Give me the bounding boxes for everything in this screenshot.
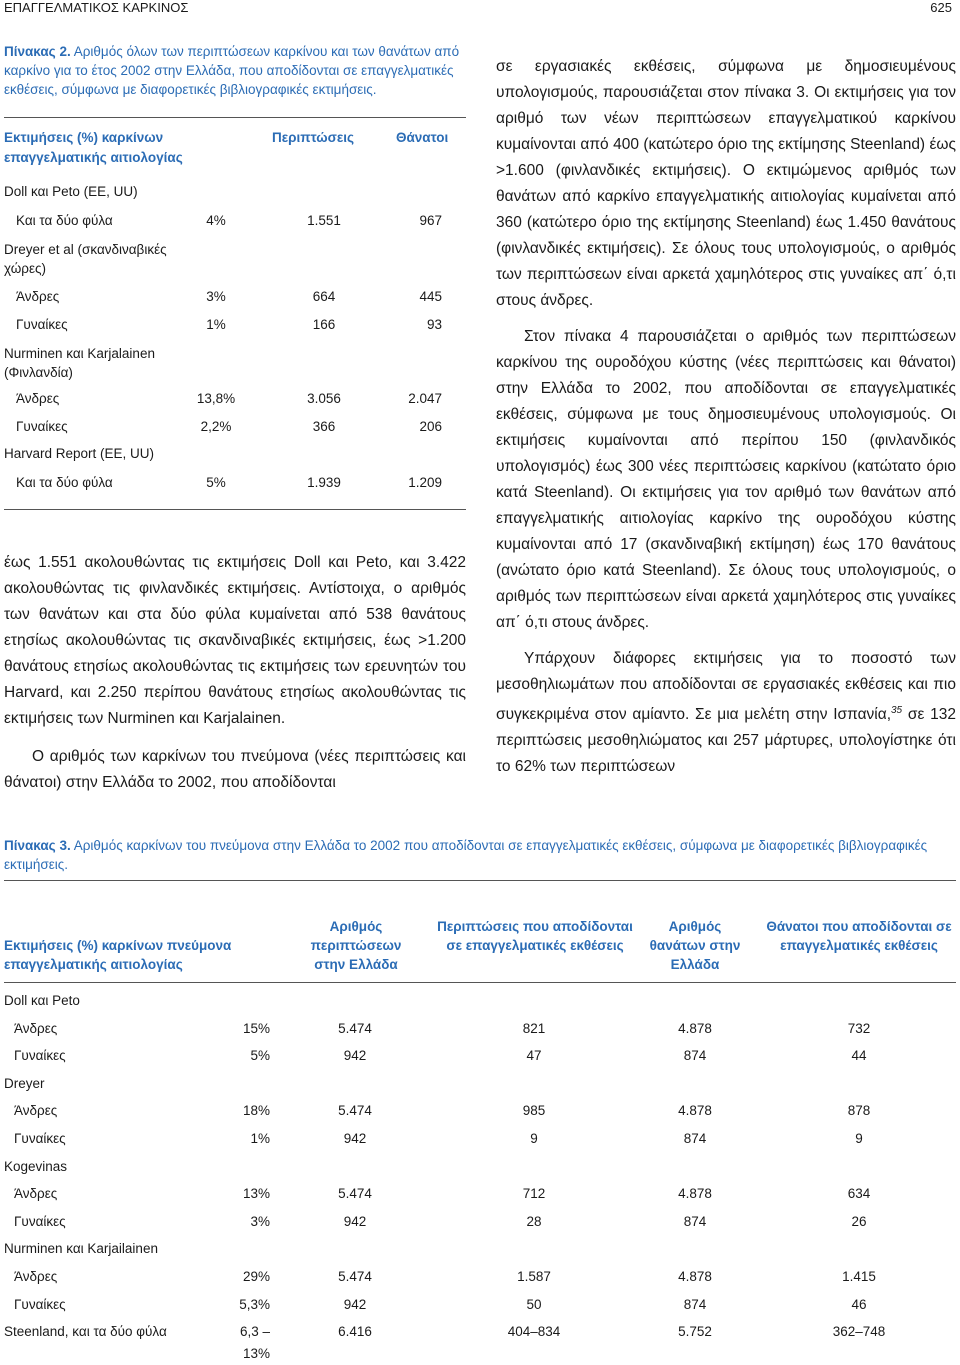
table3-cell-cases: 5.474: [338, 1103, 372, 1118]
table2-cell-label: Γυναίκες: [16, 419, 68, 434]
table3-cell-deaths: 4.878: [678, 1021, 712, 1036]
table2-header-estimates: Εκτιμήσεις (%) καρκίνων επαγγελματικής αιτιολογίας: [4, 130, 183, 165]
table2-header-cases: Περιπτώσεις: [272, 130, 355, 145]
table2-cell-cases: 366: [312, 419, 336, 434]
running-header-title: ΕΠΑΓΓΕΛΜΑΤΙΚΟΣ ΚΑΡΚΙΝΟΣ: [4, 0, 189, 15]
table2-top-rule: [4, 117, 466, 118]
right-paragraph-3-end: σε 132 περιπτώσεις μεσοθηλιώματος και 257 μάρτυρες, υπολογίστηκε ότι το 62% των περιπτώσεων: [496, 706, 956, 776]
table3-cell-deaths: 874: [683, 1214, 707, 1229]
table3-cell-occ-deaths: 732: [847, 1021, 871, 1036]
right-paragraph-3: [496, 646, 956, 780]
table3-total-row: [4, 1321, 956, 1361]
table3-cell-label: Γυναίκες: [14, 1297, 66, 1312]
table2-row: [4, 286, 466, 308]
table3-cell-cases: 942: [343, 1048, 367, 1063]
table3-cell-occ-cases: 1.587: [517, 1269, 551, 1284]
table2-cell-label: Άνδρες: [16, 391, 60, 406]
table3-cell-cases: 5.474: [338, 1269, 372, 1284]
table3-header-rule: [4, 982, 956, 983]
table2-cell-percent: 4%: [206, 213, 226, 228]
table3-cell-deaths: 4.878: [678, 1186, 712, 1201]
table2-row: [4, 416, 466, 438]
left-paragraph-2: Ο αριθμός των καρκίνων του πνεύμονα (νέες περιπτώσεις και θάνατοι) στην Ελλάδα το 2002, που αποδίδονται: [4, 748, 466, 791]
table2-row: [4, 210, 466, 232]
table3-cell-deaths: 4.878: [678, 1269, 712, 1284]
table2-cell-label: Και τα δύο φύλα: [16, 213, 113, 228]
table2-cell-label: Γυναίκες: [16, 317, 68, 332]
table2-cell-label: Και τα δύο φύλα: [16, 475, 113, 490]
table3-cell-occ-deaths: 1.415: [842, 1269, 876, 1284]
left-paragraph-1: έως 1.551 ακολουθώντας τις εκτιμήσεις Doll και Peto, και 3.422 ακολουθώντας τις φινλανδικές εκτιμήσεις. Αντίστοιχα, ο αριθμός των θανάτων και στα δύο φύλα κυμαίνεται από 538 θανάτους ετησίως ακολουθώντας τις σκανδιναβικές εκτιμήσεις, έως >1.200 θανάτους ετησίως ακολουθώντας τις εκτιμήσεις των ερευνητών του Harvard, και 2.250 περίπου θανάτους ετησίως ακολουθώντας τις εκτιμήσεις των Nurminen και Karjalainen.: [4, 554, 466, 727]
table3-group-label: Dreyer: [4, 1076, 45, 1091]
table3-cell-occ-deaths: 46: [851, 1297, 867, 1312]
table2-cell-percent: 13,8%: [196, 391, 236, 406]
table2-header-deaths: Θάνατοι: [396, 130, 449, 145]
table3-cell-label: Άνδρες: [14, 1103, 58, 1118]
table3-row: [4, 1128, 956, 1150]
table3-cell-occ-cases: 50: [526, 1297, 542, 1312]
table3-cell-percent: 15%: [242, 1021, 270, 1036]
table3-cell-deaths: 874: [683, 1048, 707, 1063]
left-column-text: [4, 550, 466, 796]
table2-group-label: Dreyer et al (σκανδιναβικές χώρες): [4, 242, 167, 276]
table3-cell-deaths: 874: [683, 1131, 707, 1146]
table2-cell-percent: 3%: [206, 289, 226, 304]
footnote-reference: 35: [891, 705, 903, 716]
table3-group-label: Doll και Peto: [4, 993, 80, 1008]
table3-cell-occ-deaths: 9: [855, 1131, 863, 1146]
table2-cell-cases: 3.056: [307, 391, 341, 406]
table3-row: [4, 1266, 956, 1288]
table3-cell-occ-cases: 404–834: [507, 1324, 561, 1339]
table3-cell-occ-cases: 28: [526, 1214, 542, 1229]
table2-cell-percent: 1%: [206, 317, 226, 332]
table3-row: [4, 1045, 956, 1067]
table3-cell-deaths: 4.878: [678, 1103, 712, 1118]
right-paragraph-2: Στον πίνακα 4 παρουσιάζεται ο αριθμός των περιπτώσεων καρκίνου της ουροδόχου κύστης (νέες περιπτώσεις και θάνατοι) στην Ελλάδα το 2002, που αποδίδονται σε επαγγελματικές εκθέσεις, σύμφωνα με τους δημοσιευμένους υπολογισμούς. Οι εκτιμήσεις κυμαίνονται από περίπου 150 (φινλανδικός υπολογισμός) έως 300 νέες περιπτώσεις καρκίνου (κατώτατο όριο κατά Steenland). Οι εκτιμήσεις για τον αριθμό των θανάτων από επαγγελματικής αιτιολογίας καρκίνο της ουροδόχου κύστης κυμαίνονται από 17 (σκανδιναβική εκτίμηση) έως 170 θανάτους (ανώτατο όριο κατά Steenland). Σε όλους τους υπολογισμούς, ο αριθμός των περιπτώσεων είναι αρκετά χαμηλότερος στις γυναίκες απ΄ ό,τι στους άνδρες.: [496, 328, 956, 631]
table3-cell-percent: 6,3 – 13%: [239, 1324, 270, 1361]
table2-group-label: Doll και Peto (ΕΕ, UU): [4, 184, 138, 199]
table3-header-deaths: Αριθμός θανάτων στην Ελλάδα: [649, 919, 741, 972]
table2-caption: [4, 42, 478, 99]
table2-row: [4, 472, 466, 494]
table3-cell-cases: 942: [343, 1297, 367, 1312]
table2-cell-percent: 2,2%: [200, 419, 232, 434]
table3-cell-occ-cases: 712: [522, 1186, 546, 1201]
table3-cell-percent: 29%: [242, 1269, 270, 1284]
table2-row: [4, 314, 466, 336]
table3-cell-label: Γυναίκες: [14, 1131, 66, 1146]
right-column-text: [496, 54, 956, 780]
table2-cell-cases: 1.939: [307, 475, 341, 490]
table3-row: [4, 1100, 956, 1122]
table3-caption-text: Αριθμός καρκίνων του πνεύμονα στην Ελλάδα το 2002 που αποδίδονται σε επαγγελματικές εκθέσεις, σύμφωνα με διαφορετικές βιβλιογραφικές εκτιμήσεις.: [4, 838, 928, 872]
table3-cell-label: Γυναίκες: [14, 1214, 66, 1229]
table3-cell-occ-deaths: 362–748: [832, 1324, 886, 1339]
table3-row: [4, 1294, 956, 1316]
table3-group-label: Nurminen και Karjailainen: [4, 1241, 158, 1256]
table3-header-cases: Αριθμός περιπτώσεων στην Ελλάδα: [310, 919, 402, 972]
table2-cell-deaths: 2.047: [408, 391, 442, 406]
page-number: 625: [930, 0, 952, 15]
table2-caption-text: Αριθμός όλων των περιπτώσεων καρκίνου και των θανάτων από καρκίνο για το έτος 2002 στην Ελλάδα, που αποδίδονται σε επαγγελματικές εκθέσεις, σύμφωνα με διαφορετικές βιβλιογραφικές εκτιμήσεις.: [4, 44, 460, 97]
table2-bottom-rule: [4, 509, 466, 510]
table2-cell-deaths: 93: [426, 317, 442, 332]
table3-group-row: [4, 1238, 956, 1260]
table2-row: [4, 388, 466, 410]
table3-cell-occ-deaths: 44: [851, 1048, 867, 1063]
table3-cell-cases: 5.474: [338, 1186, 372, 1201]
table3-row: [4, 1211, 956, 1233]
table3-cell-label: Steenland, και τα δύο φύλα: [4, 1324, 167, 1339]
table3-cell-occ-cases: 821: [522, 1021, 546, 1036]
table3-cell-cases: 5.474: [338, 1021, 372, 1036]
table3-header-occ-deaths: Θάνατοι που αποδίδονται σε επαγγελματικές εκθέσεις: [766, 919, 952, 953]
table3-group-row: [4, 1073, 956, 1095]
table3-cell-occ-cases: 47: [526, 1048, 542, 1063]
table3-cell-deaths: 5.752: [678, 1324, 712, 1339]
table3-header-estimates: Εκτιμήσεις (%) καρκίνων πνεύμονα επαγγελματικής αιτιολογίας: [4, 938, 232, 972]
table2-cell-cases: 166: [312, 317, 336, 332]
table3-cell-occ-cases: 9: [530, 1131, 538, 1146]
table3-cell-cases: 942: [343, 1131, 367, 1146]
table3-header-occ-cases: Περιπτώσεις που αποδίδονται σε επαγγελματικές εκθέσεις: [437, 919, 633, 953]
table3-row: [4, 1183, 956, 1205]
table3-cell-deaths: 874: [683, 1297, 707, 1312]
table3-cell-cases: 942: [343, 1214, 367, 1229]
right-paragraph-1: σε εργασιακές εκθέσεις, σύμφωνα με δημοσιευμένους υπολογισμούς, παρουσιάζεται στον πίνακα 3. Οι εκτιμήσεις για τον αριθμό των νέων περιπτώσεων επαγγελματικού καρκίνου κυμαίνονται από 400 (κατώτερο όριο της εκτίμησης Steenland) έως >1.600 (φινλανδικές εκτιμήσεις). Ο εκτιμώμενος αριθμός των θανάτων από καρκίνο επαγγελματικής αιτιολογίας κυμαίνεται από 360 (κατώτερο όριο της εκτίμησης Steenland) έως 1.450 θανάτους (φινλανδικές εκτιμήσεις). Σε όλους τους υπολογισμούς, ο αριθμός των περιπτώσεων είναι αρκετά χαμηλότερος στις γυναίκες απ΄ ό,τι στους άνδρες.: [496, 58, 956, 309]
table2-caption-label: Πίνακας 2.: [4, 44, 71, 59]
table2-cell-label: Άνδρες: [16, 289, 60, 304]
table2-group-label: Harvard Report (ΕΕ, UU): [4, 446, 155, 461]
table3-cell-percent: 18%: [242, 1103, 270, 1118]
table3-cell-label: Γυναίκες: [14, 1048, 66, 1063]
table3-caption-label: Πίνακας 3.: [4, 838, 71, 853]
table3-cell-percent: 3%: [250, 1214, 270, 1229]
table2-cell-deaths: 1.209: [408, 475, 442, 490]
table3-row: [4, 1018, 956, 1040]
table2-cell-cases: 1.551: [307, 213, 341, 228]
table3-cell-occ-cases: 985: [522, 1103, 546, 1118]
table3-group-row: [4, 990, 956, 1012]
table3-top-rule: [4, 880, 956, 881]
table2-group-label: Nurminen και Karjalainen (Φινλανδία): [4, 346, 155, 380]
table3-cell-occ-deaths: 634: [847, 1186, 871, 1201]
table2-cell-cases: 664: [312, 289, 336, 304]
table3-group-row: [4, 1156, 956, 1178]
table3-cell-percent: 1%: [250, 1131, 270, 1146]
table2-cell-deaths: 206: [419, 419, 442, 434]
right-paragraph-3-start: Υπάρχουν διάφορες εκτιμήσεις για το ποσοστό των μεσοθηλιωμάτων που αποδίδονται σε εργασιακές εκθέσεις και πιο συγκεκριμένα στον αμίαντο. Σε μια μελέτη στην Ισπανία,: [496, 650, 956, 724]
table3-cell-cases: 6.416: [338, 1324, 372, 1339]
table3-cell-percent: 5,3%: [239, 1297, 270, 1312]
table3-cell-label: Άνδρες: [14, 1021, 58, 1036]
table3-cell-percent: 13%: [242, 1186, 270, 1201]
table2-cell-deaths: 967: [419, 213, 442, 228]
table2-cell-deaths: 445: [419, 289, 442, 304]
table3-group-label: Kogevinas: [4, 1159, 68, 1174]
table3-caption: [4, 836, 956, 874]
table3-cell-label: Άνδρες: [14, 1269, 58, 1284]
table2-cell-percent: 5%: [206, 475, 226, 490]
table3-cell-occ-deaths: 26: [851, 1214, 867, 1229]
table3-cell-percent: 5%: [250, 1048, 270, 1063]
table3-cell-occ-deaths: 878: [847, 1103, 871, 1118]
table3-cell-label: Άνδρες: [14, 1186, 58, 1201]
